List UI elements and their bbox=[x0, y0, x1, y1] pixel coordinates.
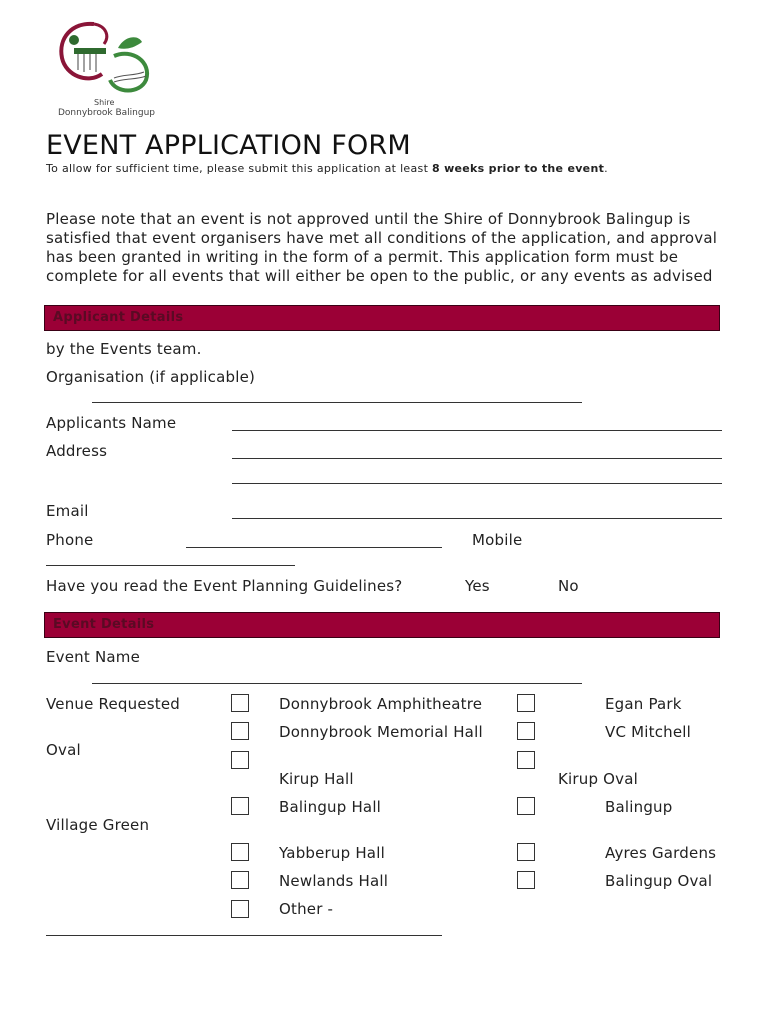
ayres-gardens-label: Ayres Gardens bbox=[605, 844, 717, 862]
event-name-label: Event Name bbox=[46, 648, 140, 666]
event-name-field[interactable] bbox=[92, 683, 582, 684]
organisation-field[interactable] bbox=[92, 402, 582, 403]
amphitheatre-label: Donnybrook Amphitheatre bbox=[279, 695, 483, 713]
applicant-details-title: Applicant Details bbox=[53, 310, 184, 325]
applicants-name-label: Applicants Name bbox=[46, 414, 177, 432]
intro-prefix: To allow for sufficient time, please submit this application at least bbox=[46, 162, 432, 175]
kirup-oval-checkbox[interactable] bbox=[517, 751, 535, 769]
kirup-oval-label: Kirup Oval bbox=[558, 770, 639, 788]
newlands-hall-checkbox[interactable] bbox=[231, 871, 249, 889]
applicant-details-header bbox=[44, 305, 720, 331]
event-details-header bbox=[44, 612, 720, 638]
mobile-label: Mobile bbox=[472, 531, 523, 549]
email-label: Email bbox=[46, 502, 89, 520]
egan-park-label: Egan Park bbox=[605, 695, 682, 713]
balingup-oval-label: Balingup Oval bbox=[605, 872, 713, 890]
phone-field[interactable] bbox=[186, 547, 442, 548]
intro-suffix: . bbox=[604, 162, 608, 175]
newlands-hall-label: Newlands Hall bbox=[279, 872, 389, 890]
intro-bold: 8 weeks prior to the event bbox=[431, 162, 605, 175]
yabberup-hall-checkbox[interactable] bbox=[231, 843, 249, 861]
other-venue-field[interactable] bbox=[46, 935, 442, 936]
oval-label: Oval bbox=[46, 741, 81, 759]
other-venue-checkbox[interactable] bbox=[231, 900, 249, 918]
vc-mitchell-label: VC Mitchell bbox=[605, 723, 692, 741]
page-title: EVENT APPLICATION FORM bbox=[46, 130, 411, 161]
guidelines-no-option[interactable]: No bbox=[558, 577, 579, 595]
applicants-name-field[interactable] bbox=[232, 430, 722, 431]
kirup-hall-checkbox[interactable] bbox=[231, 751, 249, 769]
balingup-hall-label: Balingup Hall bbox=[279, 798, 382, 816]
ayres-gardens-checkbox[interactable] bbox=[517, 843, 535, 861]
note-line: complete for all events that will either be open to the public, or any events as advised bbox=[46, 267, 713, 285]
logo-emblem-icon bbox=[54, 18, 159, 98]
vc-mitchell-checkbox[interactable] bbox=[517, 722, 535, 740]
egan-park-checkbox[interactable] bbox=[517, 694, 535, 712]
address-field-line1[interactable] bbox=[232, 458, 722, 459]
note-continued: by the Events team. bbox=[46, 340, 202, 358]
logo-text-shire: Shire bbox=[94, 98, 115, 107]
balingup-hall-checkbox[interactable] bbox=[231, 797, 249, 815]
note-line: Please note that an event is not approved until the Shire of Donnybrook Balingup is bbox=[46, 210, 691, 228]
logo-text-name: Donnybrook Balingup bbox=[58, 108, 155, 118]
organisation-label: Organisation (if applicable) bbox=[46, 368, 256, 386]
note-line: satisfied that event organisers have met all conditions of the application, and approval bbox=[46, 229, 718, 247]
address-label: Address bbox=[46, 442, 108, 460]
memorial-hall-checkbox[interactable] bbox=[231, 722, 249, 740]
balingup-checkbox[interactable] bbox=[517, 797, 535, 815]
venue-requested-label: Venue Requested bbox=[46, 695, 181, 713]
guidelines-yes-option[interactable]: Yes bbox=[465, 577, 490, 595]
village-green-label: Village Green bbox=[46, 816, 150, 834]
balingup-label: Balingup bbox=[605, 798, 673, 816]
kirup-hall-label: Kirup Hall bbox=[279, 770, 354, 788]
yabberup-hall-label: Yabberup Hall bbox=[279, 844, 385, 862]
guidelines-question: Have you read the Event Planning Guidelines? bbox=[46, 577, 403, 595]
note-line: has been granted in writing in the form of a permit. This application form must be bbox=[46, 248, 679, 266]
event-details-title: Event Details bbox=[53, 617, 155, 632]
intro-text bbox=[46, 162, 608, 176]
memorial-hall-label: Donnybrook Memorial Hall bbox=[279, 723, 483, 741]
mobile-field[interactable] bbox=[46, 565, 295, 566]
address-field-line2[interactable] bbox=[232, 483, 722, 484]
amphitheatre-checkbox[interactable] bbox=[231, 694, 249, 712]
balingup-oval-checkbox[interactable] bbox=[517, 871, 535, 889]
approval-note bbox=[46, 210, 736, 286]
other-venue-label: Other - bbox=[279, 900, 334, 918]
shire-logo bbox=[54, 18, 159, 122]
phone-label: Phone bbox=[46, 531, 94, 549]
email-field[interactable] bbox=[232, 518, 722, 519]
